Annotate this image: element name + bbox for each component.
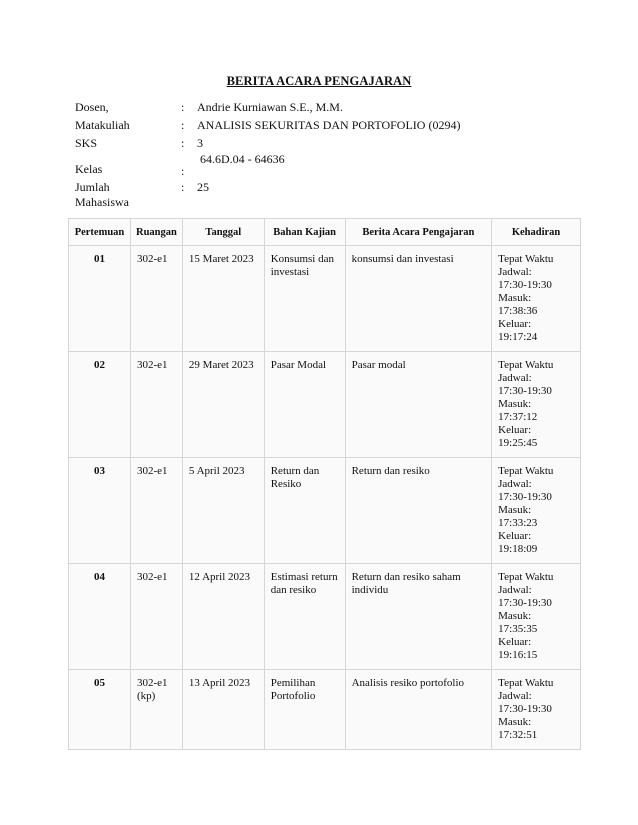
kehadiran-jadwal-value: 17:30-19:30 [498, 597, 552, 609]
kehadiran-masuk-label: Masuk: [498, 610, 532, 622]
dosen-value: Andrie Kurniawan S.E., M.M. [197, 100, 343, 114]
cell-tanggal: 29 Maret 2023 [182, 352, 264, 458]
cell-ruangan: 302-e1 (kp) [130, 670, 182, 750]
kehadiran-jadwal-value: 17:30-19:30 [498, 703, 552, 715]
cell-kehadiran [492, 564, 581, 670]
kehadiran-keluar-label: Keluar: [498, 530, 532, 542]
cell-berita-acara: Return dan resiko saham individu [345, 564, 492, 670]
dosen-separator: : [181, 100, 185, 114]
kehadiran-status: Tepat Waktu [498, 253, 554, 265]
kehadiran-keluar-label: Keluar: [498, 424, 532, 436]
kehadiran-keluar-value: 19:18:09 [498, 543, 538, 555]
cell-pertemuan: 05 [69, 670, 131, 750]
kehadiran-masuk-value: 17:33:23 [498, 517, 538, 529]
table-row [69, 352, 581, 458]
kehadiran-jadwal-label: Jadwal: [498, 372, 532, 384]
kehadiran-status: Tepat Waktu [498, 465, 554, 477]
kehadiran-masuk-label: Masuk: [498, 504, 532, 516]
header-ruangan: Ruangan [130, 219, 182, 246]
kehadiran-masuk-label: Masuk: [498, 716, 532, 728]
kelas-value: 64.6D.04 - 64636 [200, 152, 285, 166]
kehadiran-jadwal-label: Jadwal: [498, 584, 532, 596]
cell-berita-acara: Pasar modal [345, 352, 492, 458]
matakuliah-label: Matakuliah [75, 118, 130, 132]
document-title: BERITA ACARA PENGAJARAN [226, 74, 412, 88]
kehadiran-jadwal-label: Jadwal: [498, 478, 532, 490]
kehadiran-masuk-label: Masuk: [498, 292, 532, 304]
kehadiran-status: Tepat Waktu [498, 571, 554, 583]
cell-kehadiran [492, 352, 581, 458]
attendance-table [68, 218, 581, 750]
cell-berita-acara: Return dan resiko [345, 458, 492, 564]
cell-pertemuan: 02 [69, 352, 131, 458]
cell-bahan-kajian: Pemilihan Portofolio [264, 670, 345, 750]
kehadiran-masuk-value: 17:38:36 [498, 305, 538, 317]
cell-kehadiran [492, 670, 581, 750]
cell-tanggal: 15 Maret 2023 [182, 246, 264, 352]
cell-ruangan: 302-e1 [130, 564, 182, 670]
kehadiran-keluar-label: Keluar: [498, 636, 532, 648]
kehadiran-keluar-value: 19:16:15 [498, 649, 538, 661]
kehadiran-status: Tepat Waktu [498, 677, 554, 689]
cell-kehadiran [492, 246, 581, 352]
cell-ruangan: 302-e1 [130, 352, 182, 458]
table-row [69, 246, 581, 352]
kelas-label: Kelas [75, 162, 103, 176]
cell-bahan-kajian: Return dan Resiko [264, 458, 345, 564]
table-row [69, 670, 581, 750]
cell-pertemuan: 03 [69, 458, 131, 564]
table-row [69, 564, 581, 670]
jumlah-separator: : [181, 180, 185, 194]
kehadiran-jadwal-label: Jadwal: [498, 690, 532, 702]
header-tanggal: Tanggal [182, 219, 264, 246]
header-bahan-kajian: Bahan Kajian [264, 219, 345, 246]
cell-pertemuan: 04 [69, 564, 131, 670]
kehadiran-jadwal-label: Jadwal: [498, 266, 532, 278]
kehadiran-masuk-label: Masuk: [498, 398, 532, 410]
cell-bahan-kajian: Pasar Modal [264, 352, 345, 458]
matakuliah-value: ANALISIS SEKURITAS DAN PORTOFOLIO (0294) [197, 118, 461, 132]
kehadiran-masuk-value: 17:32:51 [498, 729, 538, 741]
kehadiran-jadwal-value: 17:30-19:30 [498, 385, 552, 397]
cell-bahan-kajian: Konsumsi dan investasi [264, 246, 345, 352]
cell-tanggal: 13 April 2023 [182, 670, 264, 750]
table-row [69, 458, 581, 564]
jumlah-label: Jumlah Mahasiswa [75, 180, 129, 209]
cell-kehadiran [492, 458, 581, 564]
cell-berita-acara: konsumsi dan investasi [345, 246, 492, 352]
kehadiran-keluar-value: 19:17:24 [498, 331, 538, 343]
cell-bahan-kajian: Estimasi return dan resiko [264, 564, 345, 670]
kehadiran-keluar-label: Keluar: [498, 318, 532, 330]
header-pertemuan: Pertemuan [69, 219, 131, 246]
cell-ruangan: 302-e1 [130, 458, 182, 564]
cell-ruangan: 302-e1 [130, 246, 182, 352]
dosen-label: Dosen, [75, 100, 109, 114]
kehadiran-jadwal-value: 17:30-19:30 [498, 279, 552, 291]
kelas-separator: : [181, 164, 185, 178]
cell-tanggal: 5 April 2023 [182, 458, 264, 564]
kehadiran-jadwal-value: 17:30-19:30 [498, 491, 552, 503]
jumlah-value: 25 [197, 180, 209, 194]
sks-value: 3 [197, 136, 203, 150]
sks-separator: : [181, 136, 185, 150]
matakuliah-separator: : [181, 118, 185, 132]
kehadiran-masuk-value: 17:35:35 [498, 623, 538, 635]
cell-tanggal: 12 April 2023 [182, 564, 264, 670]
kehadiran-keluar-value: 19:25:45 [498, 437, 538, 449]
kehadiran-status: Tepat Waktu [498, 359, 554, 371]
header-berita-acara: Berita Acara Pengajaran [345, 219, 492, 246]
cell-berita-acara: Analisis resiko portofolio [345, 670, 492, 750]
cell-pertemuan: 01 [69, 246, 131, 352]
sks-label: SKS [75, 136, 98, 150]
kehadiran-masuk-value: 17:37:12 [498, 411, 538, 423]
table-header-row [69, 219, 581, 246]
header-kehadiran: Kehadiran [492, 219, 581, 246]
